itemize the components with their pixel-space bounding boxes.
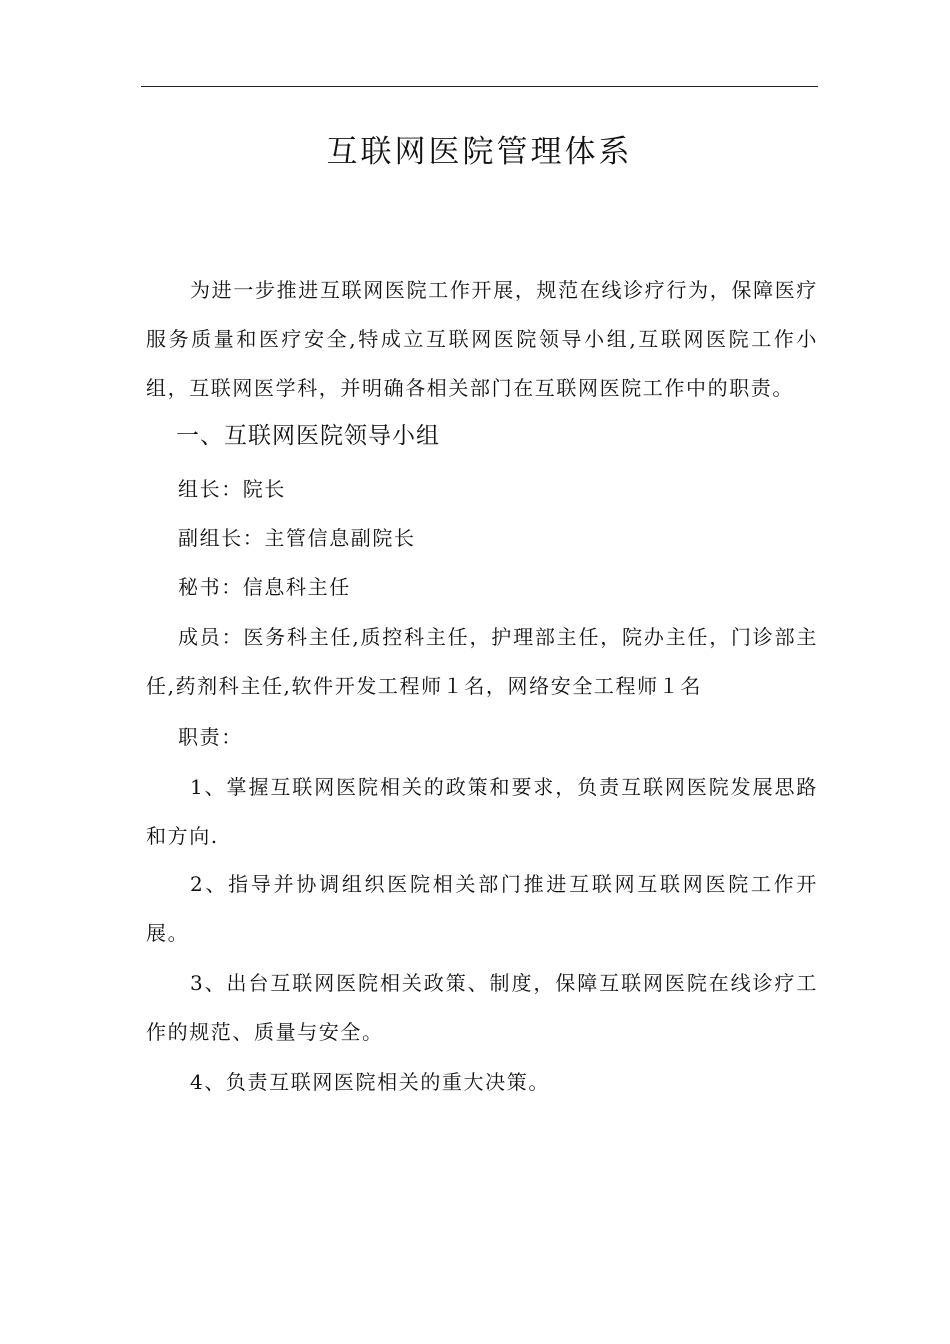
section-heading-leadership-group: 一、互联网医院领导小组 bbox=[176, 423, 440, 449]
intro-paragraph: 为进一步推进互联网医院工作开展，规范在线诊疗行为，保障医疗服务质量和医疗安全,特成立互联网医院领导小组,互联网医院工作小组，互联网医学科，并明确各相关部门在互联网医院工作中的职责。 bbox=[146, 278, 818, 400]
duty-item-1: 1、掌握互联网医院相关的政策和要求，负责互联网医院发展思路和方向. bbox=[146, 775, 818, 848]
duties-label: 职责： bbox=[178, 725, 243, 749]
duty-item-3: 3、出台互联网医院相关政策、制度，保障互联网医院在线诊疗工作的规范、质量与安全。 bbox=[146, 971, 818, 1044]
secretary-line: 秘书：信息科主任 bbox=[178, 575, 351, 599]
duty-item-4: 4、负责互联网医院相关的重大决策。 bbox=[190, 1070, 550, 1094]
header-rule bbox=[141, 86, 818, 87]
leader-line: 组长：院长 bbox=[178, 477, 286, 501]
duty-item-2: 2、指导并协调组织医院相关部门推进互联网互联网医院工作开展。 bbox=[146, 872, 818, 945]
deputy-leader-line: 副组长：主管信息副院长 bbox=[178, 526, 416, 550]
members-paragraph: 成员：医务科主任,质控科主任，护理部主任，院办主任，门诊部主任,药剂科主任,软件开发工程师１名，网络安全工程师１名 bbox=[146, 625, 818, 698]
document-title: 互联网医院管理体系 bbox=[326, 134, 633, 170]
